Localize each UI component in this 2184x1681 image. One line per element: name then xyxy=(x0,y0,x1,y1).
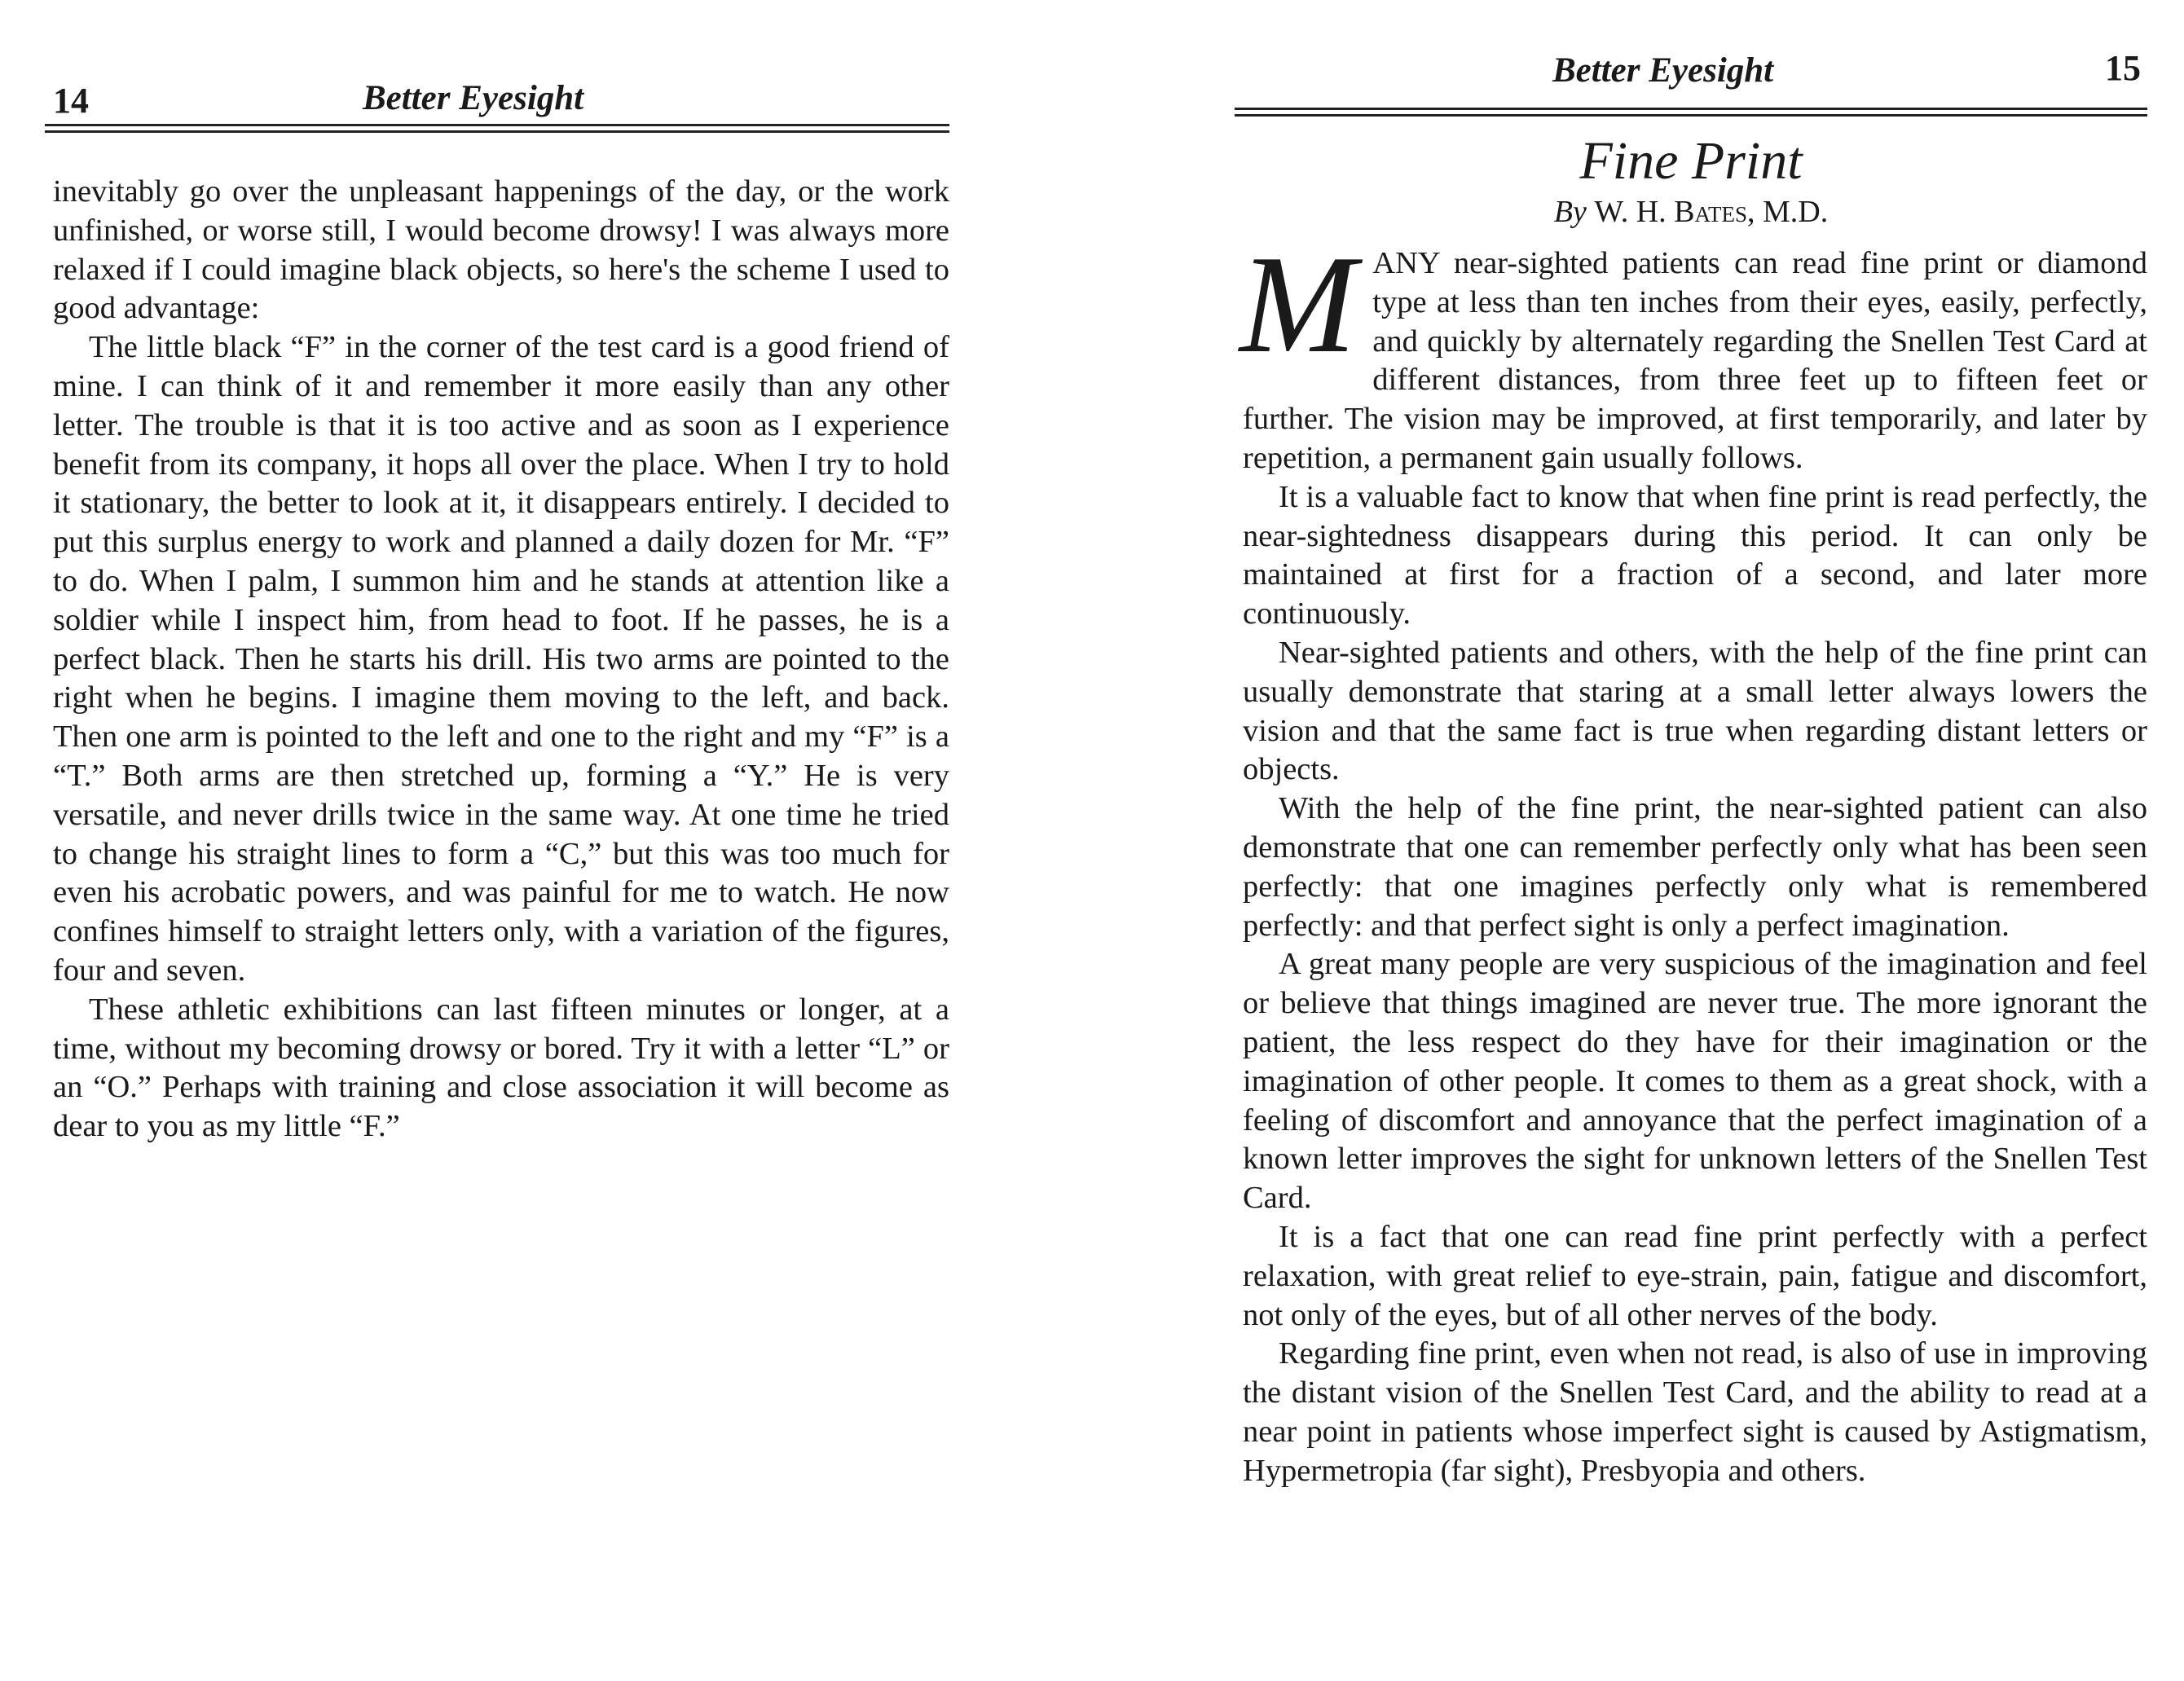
header-rule xyxy=(45,124,949,126)
paragraph: The little black “F” in the corner of the test card is a good friend of mine. I can think of it and remember it more easily than any other letter. The trouble is that it is too active and as soon as I experience benefit from its company, it hops all over the place. When I try to hold it stationary, the better to look at it, it disappears entirely. I decided to put this surplus energy to work and planned a daily dozen for Mr. “F” to do. When I palm, I summon him and he stands at attention like a soldier while I inspect him, from head to foot. If he passes, he is a perfect black. Then he starts his drill. His two arms are pointed to the right when he begins. I imagine them moving to the left, and back. Then one arm is pointed to the left and one to the right and my “F” is a “T.” Both arms are then stretched up, forming a “Y.” He is very versatile, and never drills twice in the same way. At one time he tried to change his straight lines to form a “C,” but this was too much for even his acrobatic powers, and was painful for me to watch. He now confines himself to straight letters only, with a variation of the figures, four and seven. xyxy=(53,330,949,988)
paragraph: It is a valuable fact to know that when fine print is read perfectly, the near-sightedness disappears during this period. It can only be maintained at first for a fraction of a second, and later more continuously. xyxy=(1243,479,2147,631)
paragraph: A great many people are very suspicious of the imagination and feel or believe that things imagined are never true. The more ignorant the patient, the less respect do they have for their imagination or the imagination of other people. It comes to them as a great shock, with a feeling of discomfort and annoyance that the perfect imagination of a known letter improves the sight for unknown letters of the Snellen Test Card. xyxy=(1243,947,2147,1216)
paragraph: inevitably go over the unpleasant happenings of the day, or the work unfinished, or worse still, I would become drowsy! I was always more relaxed if I could imagine black objects, so here's the scheme I used to good advantage: xyxy=(53,174,949,326)
left-page xyxy=(45,0,949,1144)
paragraph: Near-sighted patients and others, with the help of the fine print can usually demonstrate that staring at a small letter always lowers the vision and that the same fact is true when regarding distant letters or objects. xyxy=(1243,635,2147,787)
header-rule xyxy=(1235,108,2147,110)
first-paragraph-text: ANY near-sighted patients can read fine print or diamond type at less than ten inches from their eyes, easily, perfectly, and quickly by alternately regarding the Snellen Test Card at different distances, from three feet up to fifteen feet or further. The vision may be improved, at first temporarily, and later by repetition, a permanent gain usually follows. xyxy=(1243,246,2147,475)
paragraph: These athletic exhibitions can last fifteen minutes or longer, at a time, without my becoming drowsy or bored. Try it with a letter “L” or an “O.” Perhaps with training and close association it will become as dear to you as my little “F.” xyxy=(53,992,949,1144)
paragraph xyxy=(1240,227,2147,478)
running-head: Better Eyesight xyxy=(363,79,584,117)
byline-author: W. H. Bates, M.D. xyxy=(1594,195,1829,229)
header-rule xyxy=(1235,114,2147,117)
header-rule xyxy=(45,130,949,133)
right-page xyxy=(1235,0,2147,1488)
left-page-header xyxy=(45,0,949,129)
byline-by: By xyxy=(1553,195,1587,229)
paragraph: Regarding fine print, even when not read, is also of use in improving the distant vision of the Snellen Test Card, and the ability to read at a near point in patients whose imperfect sight is caused by Astigmatism, Hypermetropia (far sight), Presbyopia and others. xyxy=(1243,1336,2147,1488)
running-head: Better Eyesight xyxy=(1552,51,1774,90)
right-page-body xyxy=(1240,227,2147,1491)
left-page-body xyxy=(53,173,949,1146)
right-page-header xyxy=(1235,0,2147,129)
paragraph: With the help of the fine print, the near-sighted patient can also demonstrate that one can remember perfectly only what has been seen perfectly: that one imagines perfectly only what is remembered perfectly: and that perfect sight is only a perfect imagination. xyxy=(1243,791,2147,943)
byline xyxy=(1235,194,2147,230)
page-number: 14 xyxy=(53,81,89,121)
article-title: Fine Print xyxy=(1579,131,1803,191)
drop-cap: M xyxy=(1240,227,1357,382)
page-number: 15 xyxy=(2105,48,2141,88)
paragraph: It is a fact that one can read fine print perfectly with a perfect relaxation, with great relief to eye-strain, pain, fatigue and discomfort, not only of the eyes, but of all other nerves of the body. xyxy=(1243,1219,2147,1332)
